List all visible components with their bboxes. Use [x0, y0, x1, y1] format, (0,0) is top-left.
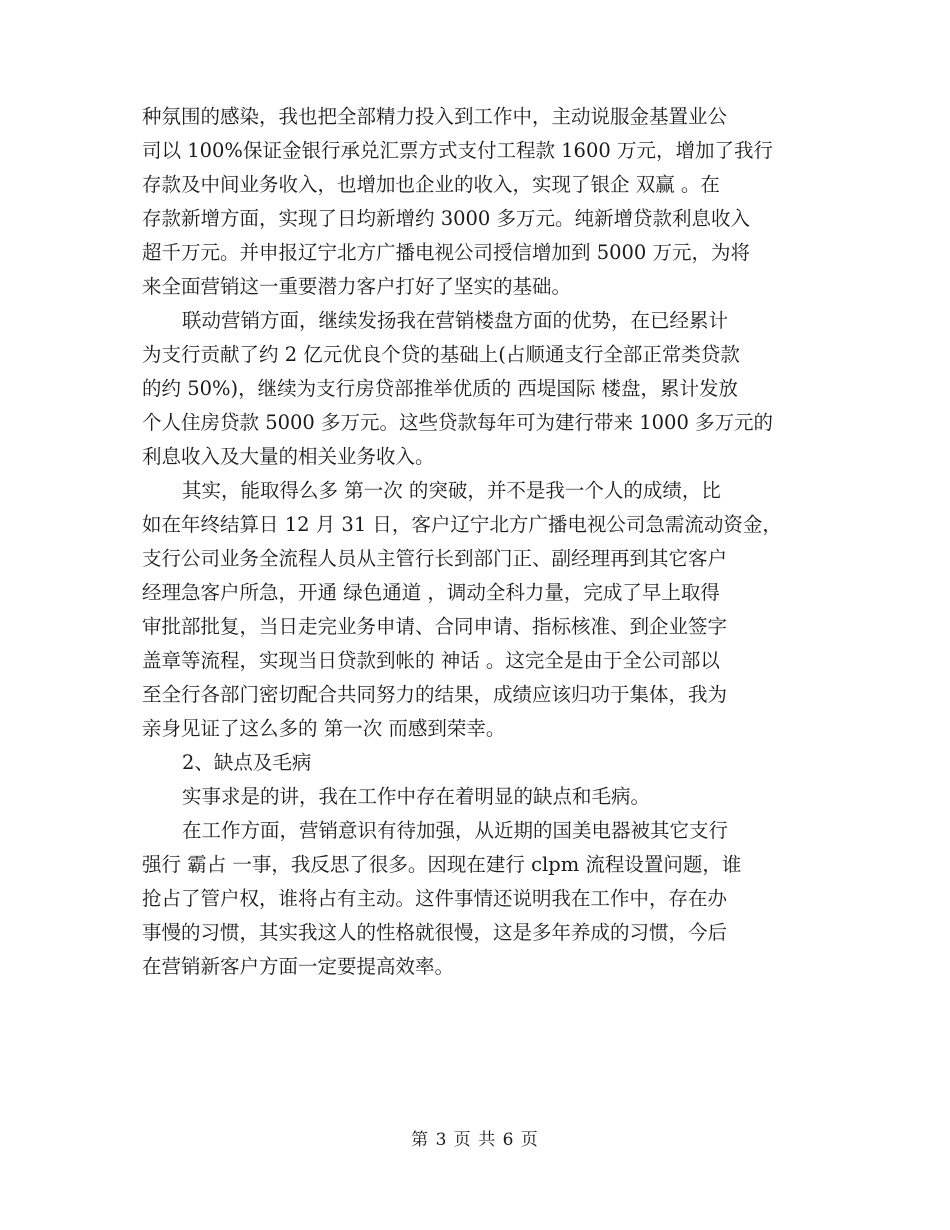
- text-line: 存款及中间业务收入，也增加也企业的收入，实现了银企 双赢 。在: [142, 173, 720, 196]
- text-line: 个人住房贷款 5000 多万元。这些贷款每年可为建行带来 1000 多万元的: [142, 411, 774, 434]
- text-line: 抢占了管户权，谁将占有主动。这件事情还说明我在工作中，存在办: [142, 887, 728, 910]
- text-line: 亲身见证了这么多的 第一次 而感到荣幸。: [142, 717, 506, 740]
- text-line: 司以 100%保证金银行承兑汇票方式支付工程款 1600 万元，增加了我行: [142, 139, 773, 162]
- text-line: 存款新增方面，实现了日均新增约 3000 多万元。纯新增贷款利息收入: [142, 207, 751, 230]
- paragraph-start-line: 在工作方面，营销意识有待加强，从近期的国美电器被其它支行: [182, 819, 729, 842]
- text-line: 种氛围的感染，我也把全部精力投入到工作中，主动说服金基置业公: [142, 105, 728, 128]
- text-line: 超千万元。并申报辽宁北方广播电视公司授信增加到 5000 万元，为将: [142, 241, 751, 264]
- text-line: 强行 霸占 一事，我反思了很多。因现在建行 clpm 流程设置问题，谁: [142, 853, 742, 876]
- text-line: 来全面营销这一重要潜力客户打好了坚实的基础。: [142, 275, 572, 298]
- text-line: 如在年终结算日 12 月 31 日，客户辽宁北方广播电视公司急需流动资金，: [142, 513, 782, 536]
- body-text: [142, 100, 832, 984]
- text-line: 为支行贡献了约 2 亿元优良个贷的基础上(占顺通支行全部正常类贷款: [142, 343, 740, 366]
- page-number-footer: 第 3 页 共 6 页: [411, 1130, 539, 1150]
- paragraph-start-line: 实事求是的讲，我在工作中存在着明显的缺点和毛病。: [182, 785, 651, 808]
- text-line: 事慢的习惯，其实我这人的性格就很慢，这是多年养成的习惯，今后: [142, 921, 728, 944]
- text-line: 审批部批复，当日走完业务申请、合同申请、指标核准、到企业签字: [142, 615, 728, 638]
- text-line: 支行公司业务全流程人员从主管行长到部门正、副经理再到其它客户: [142, 547, 728, 570]
- text-line: 经理急客户所急，开通 绿色通道 ，调动全科力量，完成了早上取得: [142, 581, 720, 604]
- text-line: 至全行各部门密切配合共同努力的结果，成绩应该归功于集体，我为: [142, 683, 728, 706]
- text-line: 盖章等流程，实现当日贷款到帐的 神话 。这完全是由于全公司部以: [142, 649, 720, 672]
- paragraph-start-line: 联动营销方面，继续发扬我在营销楼盘方面的优势，在已经累计: [182, 309, 729, 332]
- section-heading: 2、缺点及毛病: [182, 751, 312, 774]
- text-line: 利息收入及大量的相关业务收入。: [142, 445, 435, 468]
- text-line: 在营销新客户方面一定要提高效率。: [142, 955, 455, 978]
- text-line: 的约 50%)，继续为支行房贷部推举优质的 西堤国际 楼盘，累计发放: [142, 377, 739, 400]
- paragraph-start-line: 其实，能取得么多 第一次 的突破，并不是我一个人的成绩，比: [182, 479, 721, 502]
